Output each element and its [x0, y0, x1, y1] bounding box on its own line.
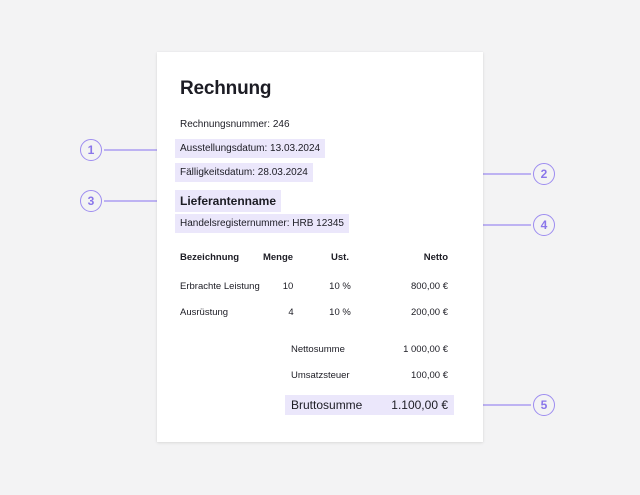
invoice-number: Rechnungsnummer: 246 — [180, 119, 290, 130]
row-description: Erbrachte Leistung — [180, 281, 260, 292]
invoice-title: Rechnung — [180, 78, 272, 99]
column-header-net: Netto — [423, 252, 448, 263]
tax-value: 100,00 € — [411, 370, 448, 381]
gross-total-label: Bruttosumme — [291, 398, 363, 412]
supplier-name: Lieferantenname — [175, 190, 281, 212]
net-total-label: Nettosumme — [291, 344, 345, 355]
row-quantity: 4 — [288, 307, 294, 318]
column-header-vat: Ust. — [331, 252, 349, 263]
callout-badge-4: 4 — [533, 214, 555, 236]
column-header-quantity: Menge — [262, 252, 294, 263]
row-net: 200,00 € — [411, 307, 448, 318]
trade-register-number: Handelsregisternummer: HRB 12345 — [175, 214, 349, 233]
callout-badge-2: 2 — [533, 163, 555, 185]
callout-badge-5: 5 — [533, 394, 555, 416]
callout-badge-3: 3 — [80, 190, 102, 212]
net-total-value: 1 000,00 € — [403, 344, 448, 355]
gross-total-row — [285, 395, 454, 415]
issue-date: Ausstellungsdatum: 13.03.2024 — [175, 139, 325, 158]
gross-total-value: 1.100,00 € — [391, 398, 448, 412]
row-quantity: 10 — [282, 281, 294, 292]
tax-label: Umsatzsteuer — [291, 370, 350, 381]
row-vat: 10 % — [329, 307, 351, 318]
invoice-document — [157, 52, 483, 442]
row-vat: 10 % — [329, 281, 351, 292]
row-description: Ausrüstung — [180, 307, 229, 318]
column-header-description: Bezeichnung — [180, 252, 240, 263]
row-net: 800,00 € — [411, 281, 448, 292]
callout-badge-1: 1 — [80, 139, 102, 161]
due-date: Fälligkeitsdatum: 28.03.2024 — [175, 163, 313, 182]
